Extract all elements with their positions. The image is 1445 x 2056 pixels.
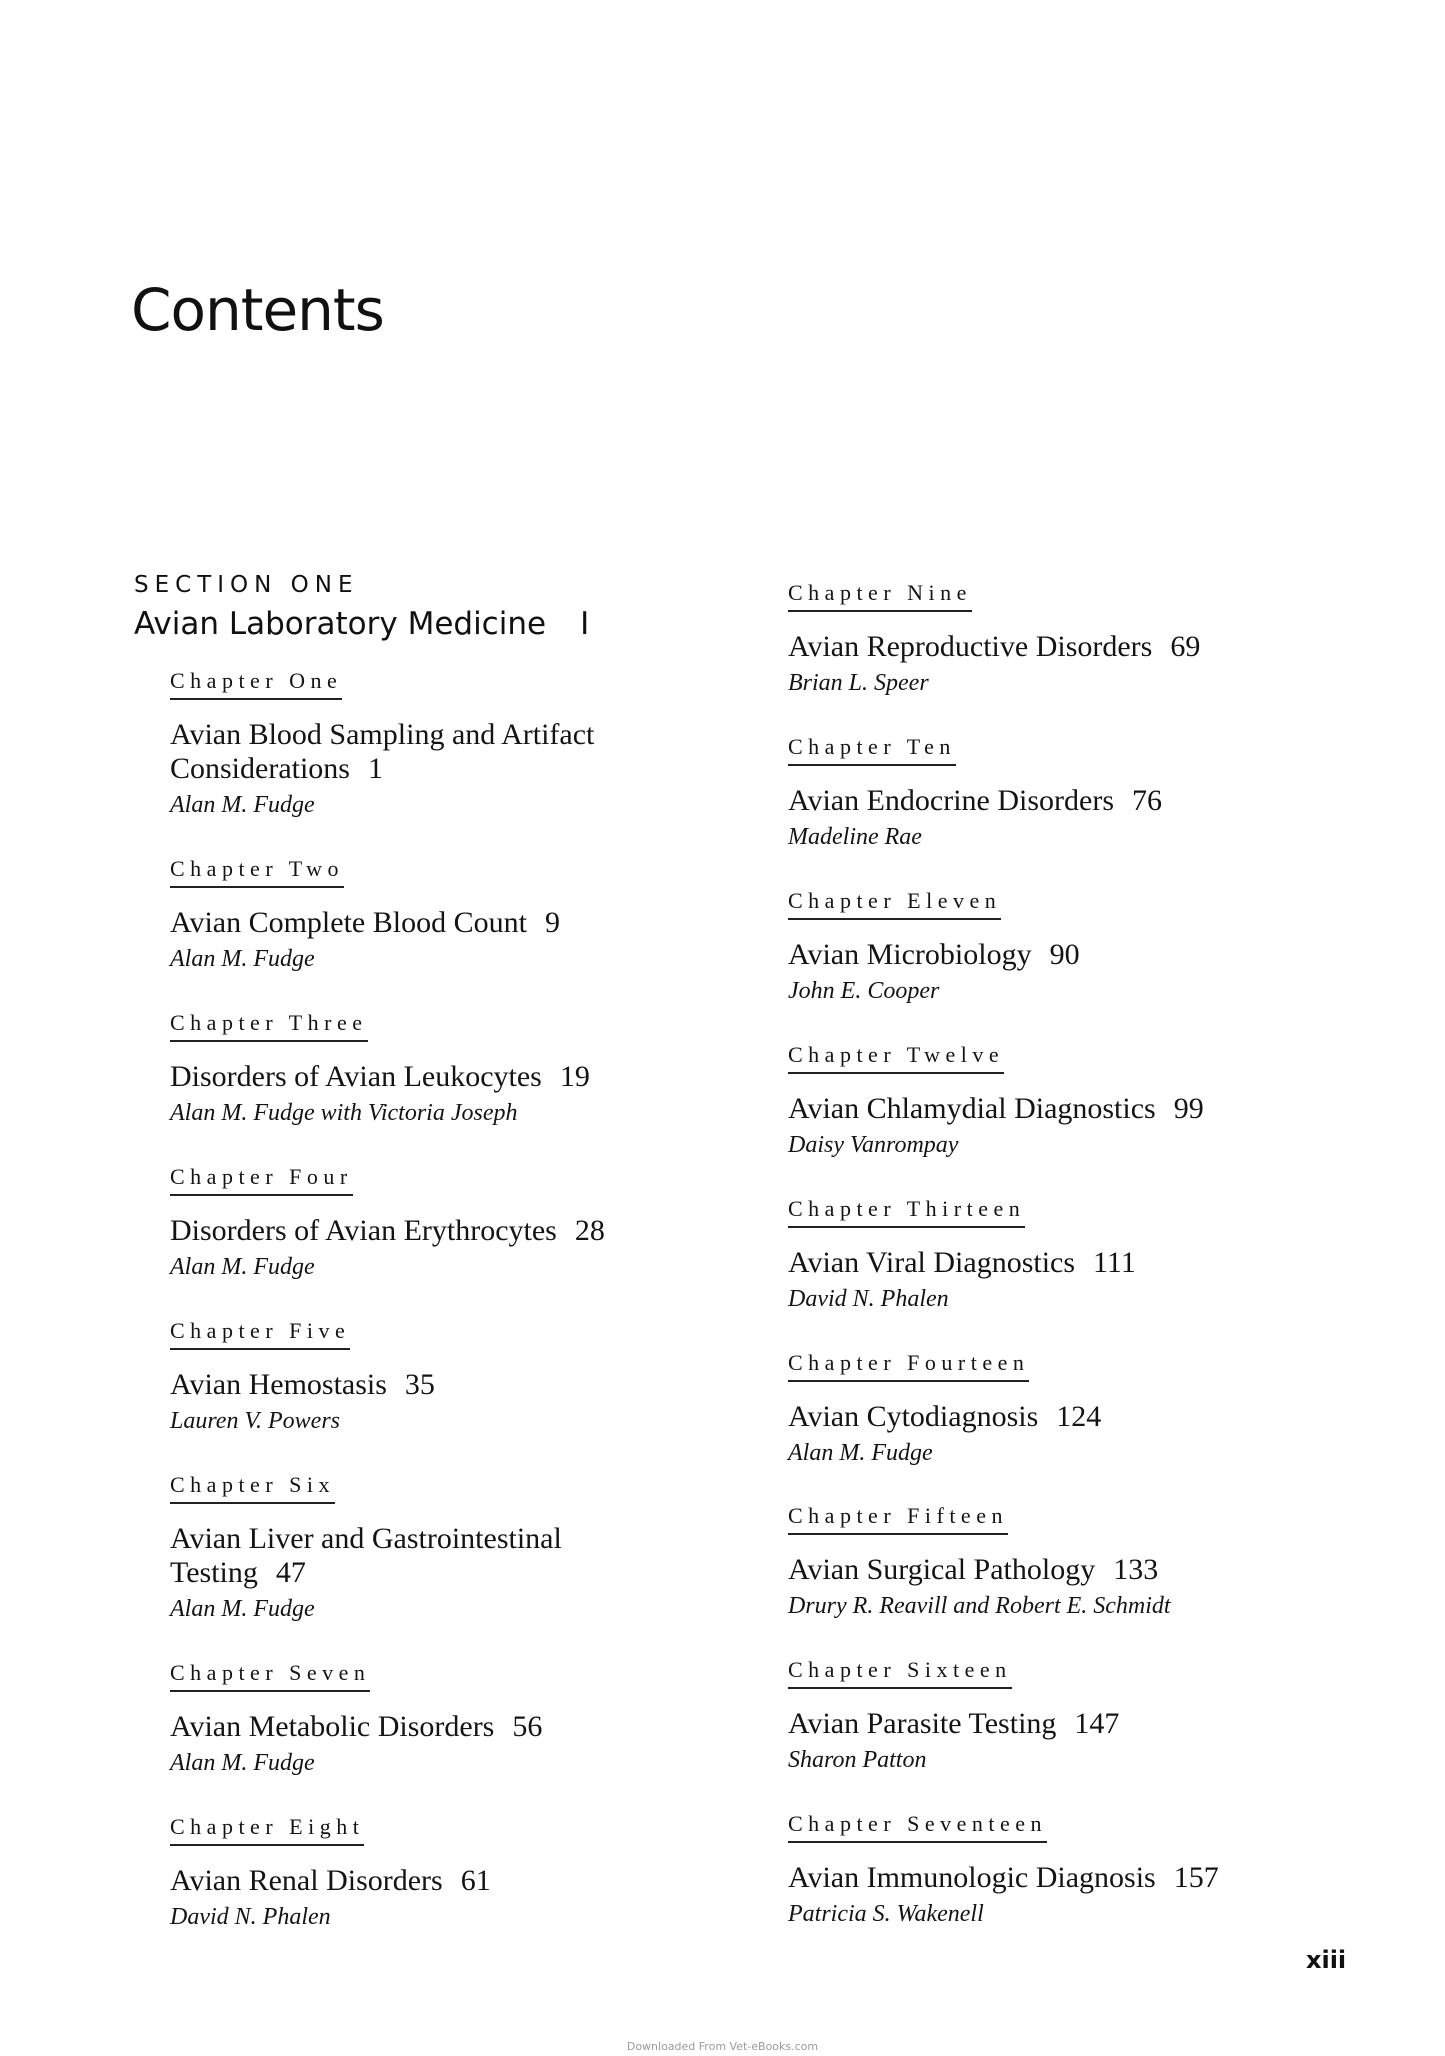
toc-entry[interactable]: [170, 668, 770, 819]
chapter-title-text: Avian Renal Disorders: [170, 1864, 443, 1897]
chapter-title[interactable]: [788, 1092, 1348, 1126]
chapter-title[interactable]: [170, 1522, 770, 1590]
chapter-label: Chapter Nine: [788, 580, 972, 612]
toc-entry[interactable]: [170, 1660, 770, 1777]
page-number: xiii: [1306, 1946, 1347, 1974]
toc-entry[interactable]: [788, 580, 1348, 697]
chapter-author: Patricia S. Wakenell: [788, 1901, 984, 1927]
chapter-title-text: Disorders of Avian Leukocytes: [170, 1060, 542, 1093]
chapter-page-number: 47: [275, 1556, 306, 1589]
chapter-label: Chapter Thirteen: [788, 1196, 1025, 1228]
chapter-title[interactable]: [788, 1400, 1348, 1434]
chapter-title-text: Avian Blood Sampling and Artifact Considerations: [170, 718, 595, 785]
chapter-author: David N. Phalen: [788, 1286, 949, 1312]
chapter-author: Lauren V. Powers: [170, 1408, 341, 1434]
toc-entry[interactable]: [170, 1010, 770, 1127]
chapter-title[interactable]: [788, 1861, 1348, 1895]
chapter-author: Alan M. Fudge: [170, 1750, 315, 1776]
toc-entry[interactable]: [788, 734, 1348, 851]
chapter-title[interactable]: [170, 718, 770, 786]
chapter-author: Alan M. Fudge: [788, 1440, 933, 1466]
chapter-title[interactable]: [788, 630, 1348, 664]
chapter-page-number: 69: [1170, 630, 1201, 663]
chapter-label: Chapter Five: [170, 1318, 350, 1350]
chapter-page-number: 99: [1173, 1092, 1204, 1125]
chapter-author: David N. Phalen: [170, 1904, 331, 1930]
chapter-title-text: Avian Liver and Gastrointestinal Testing: [170, 1522, 562, 1589]
chapter-author: Brian L. Speer: [788, 670, 929, 696]
chapter-page-number: 157: [1173, 1861, 1219, 1894]
chapter-title-text: Avian Cytodiagnosis: [788, 1400, 1039, 1433]
chapter-title-text: Avian Complete Blood Count: [170, 906, 527, 939]
chapter-author: Sharon Patton: [788, 1747, 927, 1773]
chapter-title-text: Avian Microbiology: [788, 938, 1032, 971]
chapter-title-text: Avian Chlamydial Diagnostics: [788, 1092, 1156, 1125]
chapter-page-number: 133: [1113, 1553, 1159, 1586]
chapter-title[interactable]: [170, 1710, 770, 1744]
chapter-title[interactable]: [788, 1707, 1348, 1741]
footer-watermark: Downloaded From Vet-eBooks.com: [626, 2040, 819, 2053]
chapter-label: Chapter Four: [170, 1164, 353, 1196]
chapter-title[interactable]: [170, 1368, 770, 1402]
chapter-label: Chapter Seventeen: [788, 1811, 1047, 1843]
toc-entry[interactable]: [170, 1164, 770, 1281]
chapter-page-number: 147: [1074, 1707, 1120, 1740]
chapter-page-number: 61: [460, 1864, 491, 1897]
section-title: [134, 606, 589, 642]
chapter-title-text: Avian Metabolic Disorders: [170, 1710, 495, 1743]
chapter-title[interactable]: [170, 1060, 770, 1094]
chapter-author: Alan M. Fudge: [170, 946, 315, 972]
chapter-author: Madeline Rae: [788, 824, 922, 850]
chapter-title[interactable]: [788, 938, 1348, 972]
chapter-title-text: Avian Reproductive Disorders: [788, 630, 1153, 663]
chapter-label: Chapter Fifteen: [788, 1503, 1008, 1535]
toc-entry[interactable]: [170, 1472, 770, 1623]
chapter-author: Alan M. Fudge: [170, 792, 315, 818]
section-label: SECTION ONE: [134, 572, 359, 598]
chapter-title[interactable]: [170, 1864, 770, 1898]
chapter-author: Daisy Vanrompay: [788, 1132, 959, 1158]
chapter-title-text: Disorders of Avian Erythrocytes: [170, 1214, 557, 1247]
toc-entry[interactable]: [788, 1657, 1348, 1774]
chapter-label: Chapter Sixteen: [788, 1657, 1012, 1689]
chapter-label: Chapter Two: [170, 856, 344, 888]
chapter-page-number: 28: [574, 1214, 605, 1247]
chapter-title-text: Avian Parasite Testing: [788, 1707, 1057, 1740]
chapter-label: Chapter Ten: [788, 734, 956, 766]
section-title-text: Avian Laboratory Medicine: [134, 606, 547, 642]
chapter-label: Chapter Three: [170, 1010, 368, 1042]
chapter-author: Alan M. Fudge with Victoria Joseph: [170, 1100, 518, 1126]
chapter-label: Chapter Eight: [170, 1814, 364, 1846]
chapter-page-number: 9: [544, 906, 560, 939]
chapter-title-text: Avian Endocrine Disorders: [788, 784, 1115, 817]
chapter-page-number: 90: [1049, 938, 1080, 971]
chapter-title-text: Avian Immunologic Diagnosis: [788, 1861, 1156, 1894]
chapter-page-number: 124: [1056, 1400, 1102, 1433]
chapter-title[interactable]: [788, 1246, 1348, 1280]
chapter-label: Chapter Twelve: [788, 1042, 1004, 1074]
chapter-author: John E. Cooper: [788, 978, 940, 1004]
toc-entry[interactable]: [170, 1814, 770, 1931]
chapter-label: Chapter Seven: [170, 1660, 370, 1692]
chapter-page-number: 1: [368, 752, 383, 785]
chapter-page-number: 35: [404, 1368, 435, 1401]
chapter-title[interactable]: [788, 1553, 1348, 1587]
toc-entry[interactable]: [170, 1318, 770, 1435]
toc-entry[interactable]: [788, 1196, 1348, 1313]
toc-entry[interactable]: [788, 1350, 1348, 1467]
section-page-number: I: [580, 606, 590, 642]
toc-entry[interactable]: [788, 1811, 1348, 1928]
chapter-page-number: 56: [512, 1710, 543, 1743]
toc-entry[interactable]: [788, 1503, 1348, 1620]
chapter-title[interactable]: [170, 1214, 770, 1248]
chapter-title[interactable]: [788, 784, 1348, 818]
toc-entry[interactable]: [788, 888, 1348, 1005]
chapter-label: Chapter Fourteen: [788, 1350, 1029, 1382]
chapter-label: Chapter Eleven: [788, 888, 1001, 920]
chapter-label: Chapter One: [170, 668, 342, 700]
chapter-page-number: 111: [1093, 1246, 1136, 1279]
chapter-title-text: Avian Viral Diagnostics: [788, 1246, 1076, 1279]
chapter-title-text: Avian Hemostasis: [170, 1368, 387, 1401]
toc-entry[interactable]: [788, 1042, 1348, 1159]
page-title: Contents: [131, 276, 384, 344]
chapter-author: Alan M. Fudge: [170, 1254, 315, 1280]
chapter-author: Alan M. Fudge: [170, 1596, 315, 1622]
chapter-page-number: 19: [559, 1060, 590, 1093]
chapter-title[interactable]: [170, 906, 770, 940]
chapter-label: Chapter Six: [170, 1472, 335, 1504]
toc-entry[interactable]: [170, 856, 770, 973]
chapter-page-number: 76: [1132, 784, 1163, 817]
chapter-title-text: Avian Surgical Pathology: [788, 1553, 1096, 1586]
chapter-author: Drury R. Reavill and Robert E. Schmidt: [788, 1593, 1171, 1619]
